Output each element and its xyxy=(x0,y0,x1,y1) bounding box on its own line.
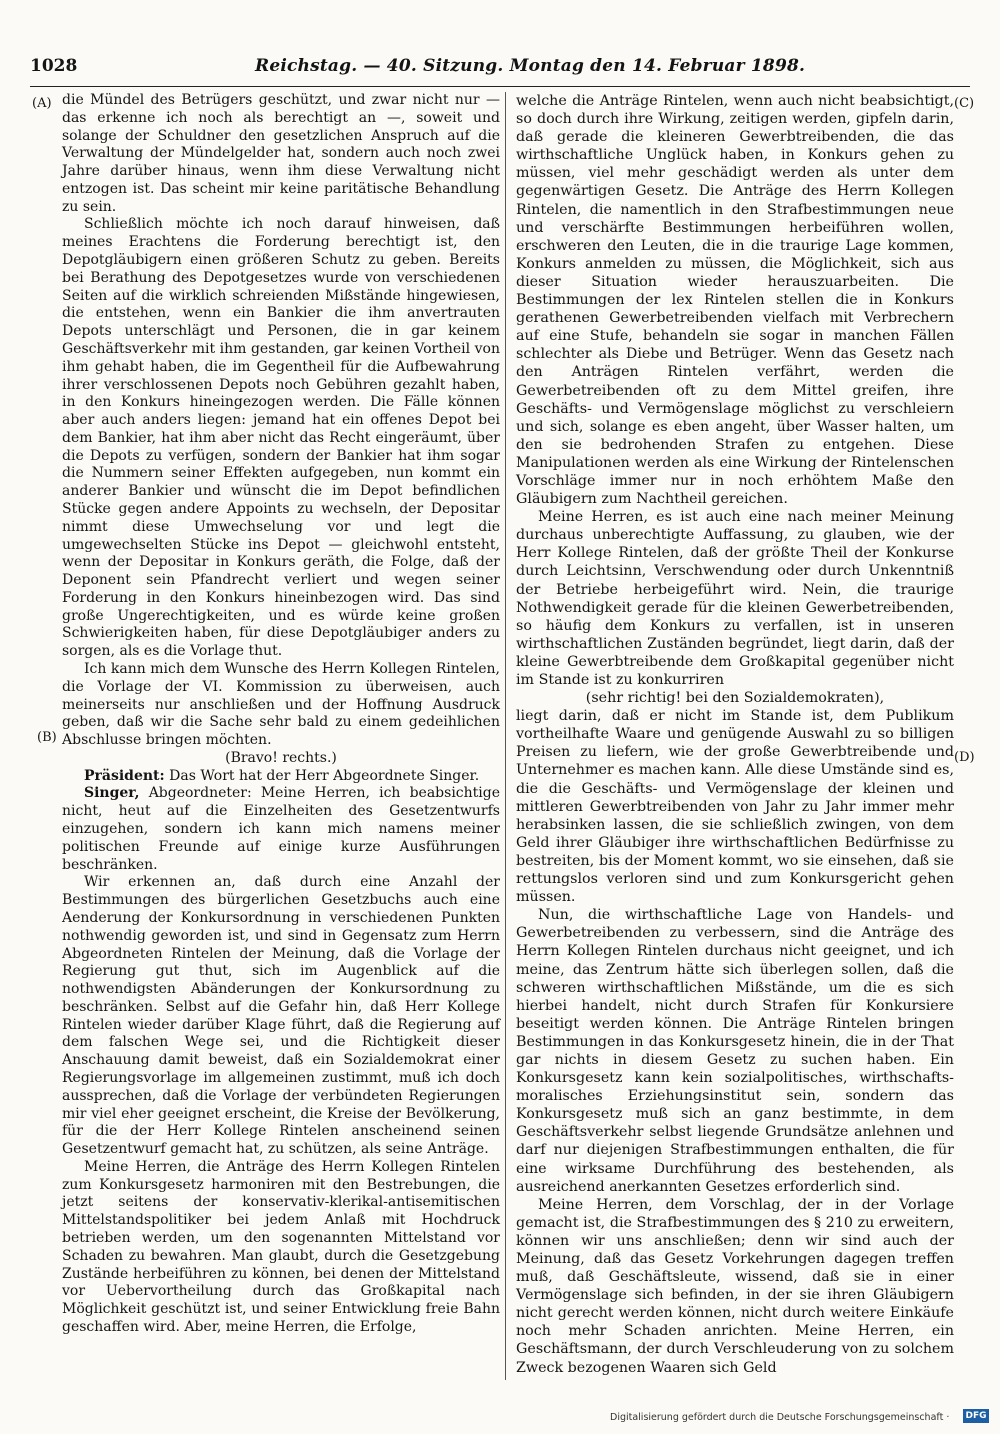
margin-letter-d: (D) xyxy=(954,750,975,765)
interjection: (Bravo! rechts.) xyxy=(225,749,337,766)
digitization-credit: Digitalisierung gefördert durch die Deutsche Forschungsgemeinschaft · xyxy=(610,1412,950,1423)
dfg-logo: DFG xyxy=(963,1409,989,1423)
running-header-title: Reichstag. — 40. Sitzung. Montag den 14. Februar 1898. xyxy=(255,56,806,76)
margin-letter-b: (B) xyxy=(37,730,57,745)
header-rule xyxy=(30,86,970,87)
column-divider xyxy=(505,92,506,1380)
speaker-paragraph xyxy=(62,768,500,786)
speaker-name: Singer, xyxy=(84,785,140,802)
margin-letter-a: (A) xyxy=(32,96,52,111)
paragraph: die Mündel des Betrügers geschützt, und zwar nicht nur — das erkenne ich noch als berechtigt an —, soweit und solange der Schuldner den gesetzlichen Anspruch auf die Verwaltung der Mündelgelder hat, sondern auch noch zwei Jahre darüber hinaus, wenn ihm diese Verwaltung nicht entzogen ist. Das scheint mir keine paritätische Behandlung zu sein. xyxy=(62,92,500,215)
speech-text: Abgeordneter: Meine Herren, ich beabsichtige nicht, heut auf die Einzelheiten des Gesetzentwurfs einzugehen, sondern ich kann mich namens meiner politischen Freunde auf einige kurze Ausführungen beschränken. xyxy=(62,785,501,873)
paragraph: Meine Herren, es ist auch eine nach meiner Meinung durchaus unberechtigte Auffassung, zu glauben, wie der Herr Kollege Rintelen, daß der größte Theil der Konkurse durch Leichtsinn, Verschwendung oder durch Unkenntniß der Betriebe herbeigeführt wird. Nein, die traurige Nothwendigkeit gerade für die kleinen Gewerbetreibenden, so häufig dem Konkurs zu verfallen, ist in unseren wirthschaftlichen Zuständen begründet, liegt darin, daß der kleine Gewerbtreibende dem Großkapital gegenüber nicht im Stande ist zu konkurriren xyxy=(516,509,954,688)
interjection: (sehr richtig! bei den Sozialdemokraten), xyxy=(585,690,885,707)
speaker-name: Präsident: xyxy=(84,767,165,784)
speech-text: Das Wort hat der Herr Abgeordnete Singer. xyxy=(169,767,480,784)
right-column xyxy=(516,92,954,1377)
left-column xyxy=(62,92,500,1337)
paragraph: Nun, die wirthschaftliche Lage von Handels- und Gewerbetreibenden zu verbessern, sind die Anträge des Herrn Kollegen Rintelen durchaus nicht geeignet, und ich meine, das Zentrum hätte sich überlegen sollen, daß die schweren wirthschaftlichen Mißstände, um die es sich hierbei handelt, nicht durch Strafen für Konkursiere beseitigt werden können. Die Anträge Rintelen bringen Bestimmungen in das Konkursgesetz hinein, die in der That gar nichts in diesem Gesetz zu suchen haben. Ein Konkursgesetz kann kein sozialpolitisches, wirthschafts-moralisches Erziehungsinstitut sein, sondern das Konkursgesetz muß sich an ganz bestimmte, in dem Geschäftsverkehr selbst liegende Grundsätze anlehnen und darf nur diejenigen Strafbestimmungen enthalten, die für eine wirksame Durchführung des bestehenden, als ausreichend anerkannten Gesetzes erforderlich sind. xyxy=(516,907,954,1195)
speaker-paragraph xyxy=(62,785,500,874)
paragraph: Ich kann mich dem Wunsche des Herrn Kollegen Rintelen, die Vorlage der VI. Kommission zu überweisen, auch meinerseits nur anschließen und der Hoffnung Ausdruck geben, daß wir die Sache sehr bald zu einem gedeihlichen Abschlusse bringen möchten. xyxy=(62,661,500,749)
page-number: 1028 xyxy=(30,56,78,76)
paragraph: welche die Anträge Rintelen, wenn auch nicht beabsichtigt, so doch durch ihre Wirkung, zeitigen werden, gipfeln darin, daß gerade die kleineren Gewerbtreibenden, die das wirthschaftliche Unglück haben, in Konkurs gehen zu müssen, viel mehr geschädigt werden als unter dem gegenwärtigen Gesetz. Die Anträge des Herrn Kollegen Rintelen, die namentlich in den Strafbestimmungen neue und verschärfte Bestimmungen herbeiführen wollen, erschweren den Leuten, die in die traurige Lage kommen, Konkurs anmelden zu müssen, die Möglichkeit, sich aus dieser Situation wieder herauszuarbeiten. Die Bestimmungen der lex Rintelen stellen die in Konkurs gerathenen Gewerbetreibenden vielfach mit Verbrechern auf eine Stufe, behandeln sie sogar in manchen Fällen schlechter als Diebe und Betrüger. Wenn das Gesetz nach den Anträgen Rintelen verfährt, werden die Gewerbetreibenden oft zu dem Mittel greifen, ihre Geschäfts- und Vermögenslage möglichst zu verschleiern und sich, solange es eben angeht, über Wasser halten, um den sie bedrohenden Strafen zu entgehen. Diese Manipulationen werden als eine Wirkung der Rintelenschen Vorschläge immer nur in noch erhöhtem Maße den Gläubigern zum Nachtheil gereichen. xyxy=(516,93,954,508)
paragraph: Schließlich möchte ich noch darauf hinweisen, daß meines Erachtens die Forderung berechtigt ist, den Depotgläubigern einen größeren Schutz zu geben. Bereits bei Berathung des Depotgesetzes wurde von verschiedenen Seiten auf die wirklich schreienden Mißstände hingewiesen, die entstehen, wenn ein Bankier die ihm anvertrauten Depots unterschlägt und Personen, die in gar keinem Geschäftsverkehr mit ihm gestanden, gar keinen Vortheil von ihm gehabt haben, die im Gegentheil für die Aufbewahrung ihrer verschlossenen Depots noch Gebühren gezahlt haben, in den Konkurs hineingezogen werden. Die Fälle können aber auch anders liegen: jemand hat ein offenes Depot bei dem Bankier, hat ihm aber nicht das Recht eingeräumt, über die Depots zu verfügen, sondern der Bankier hat ihm sogar die Nummern seiner Effekten aufgegeben, nun kommt ein anderer Bankier und wünscht die im Depot befindlichen Stücke gegen andere Appoints zu wechseln, der Depositar nimmt diese Umwechselung vor und legt die umgewechselten Stücke ins Depot — gleichwohl entsteht, wenn der Depositar in Konkurs geräth, die Folge, daß der Deponent sein Pfandrecht verliert und wegen seiner Forderung in den Konkurs hineinbezogen wird. Das sind große Ungerechtigkeiten, und es würde keine großen Schwierigkeiten haben, für diese Depotgläubiger anders zu sorgen, als es die Vorlage thut. xyxy=(62,216,500,660)
paragraph: Meine Herren, dem Vorschlag, der in der Vorlage gemacht ist, die Strafbestimmungen des § 210 zu erweitern, können wir uns anschließen; denn wir sind auch der Meinung, daß das Gesetz Vorkehrungen dagegen treffen muß, daß Geschäftsleute, wissend, daß sie in einer Vermögenslage sich befinden, in der sie ihren Gläubigern nicht gerecht werden können, nicht durch weitere Einkäufe noch mehr Schaden anrichten. Meine Herren, ein Geschäftsmann, der durch Verschleuderung von zu solchem Zweck bezogenen Waaren sich Geld xyxy=(516,1196,954,1376)
paragraph: Meine Herren, die Anträge des Herrn Kollegen Rintelen zum Konkursgesetz harmoniren mit den Bestrebungen, die jetzt seitens der konservativ-klerikal-antisemitischen Mittelstandspolitiker bei jedem Anlaß mit Hochdruck betrieben werden, um den sogenannten Mittelstand vor Schaden zu bewahren. Man glaubt, durch die Gesetzgebung Zustände herbeiführen zu können, bei denen der Mittelstand vor Uebervortheilung durch das Großkapital nach Möglichkeit geschützt ist, und seiner Entwicklung freie Bahn geschaffen wird. Aber, meine Herren, die Erfolge, xyxy=(62,1158,500,1335)
paragraph: liegt darin, daß er nicht im Stande ist, dem Publikum vortheilhafte Waare und genügende Auswahl zu so billigen Preisen zu liefern, wie der große Gewerbtreibende und Unternehmer es machen kann. Alle diese Umstände sind es, die die Geschäfts- und Vermögenslage der kleinen und mittleren Gewerbtreibenden von Jahr zu Jahr immer mehr herabsinken lassen, die sie schließlich zwingen, von dem Geld ihrer Gläubiger ihre wirthschaftlichen Bedürfnisse zu bestreiten, bis der Moment kommt, wo sie einsehen, daß sie rettungslos verloren sind und zum Konkursgericht gehen müssen. xyxy=(516,708,954,906)
margin-letter-c: (C) xyxy=(954,96,975,111)
paragraph: Wir erkennen an, daß durch eine Anzahl der Bestimmungen des bürgerlichen Gesetzbuchs auch eine Aenderung der Konkursordnung in verschiedenen Punkten nothwendig geworden ist, und sind in Gegensatz zum Herrn Abgeordneten Rintelen der Meinung, daß die Vorlage der Regierung gut thut, sich im Augenblick auf die nothwendigsten Abänderungen der Konkursordnung zu beschränken. Selbst auf die Gefahr hin, daß Herr Kollege Rintelen wieder darüber Klage führt, daß die Regierung auf dem falschen Wege sei, und die Richtigkeit dieser Anschauung damit beweist, daß ein Sozialdemokrat einer Regierungsvorlage im allgemeinen zustimmt, muß ich doch aussprechen, daß die Vorlage der verbündeten Regierungen mir viel eher geeignet erscheint, die Kreise der Bevölkerung, für die der Herr Kollege Rintelen anscheinend seinen Gesetzentwurf gemacht hat, zu schützen, als seine Anträge. xyxy=(62,874,500,1158)
